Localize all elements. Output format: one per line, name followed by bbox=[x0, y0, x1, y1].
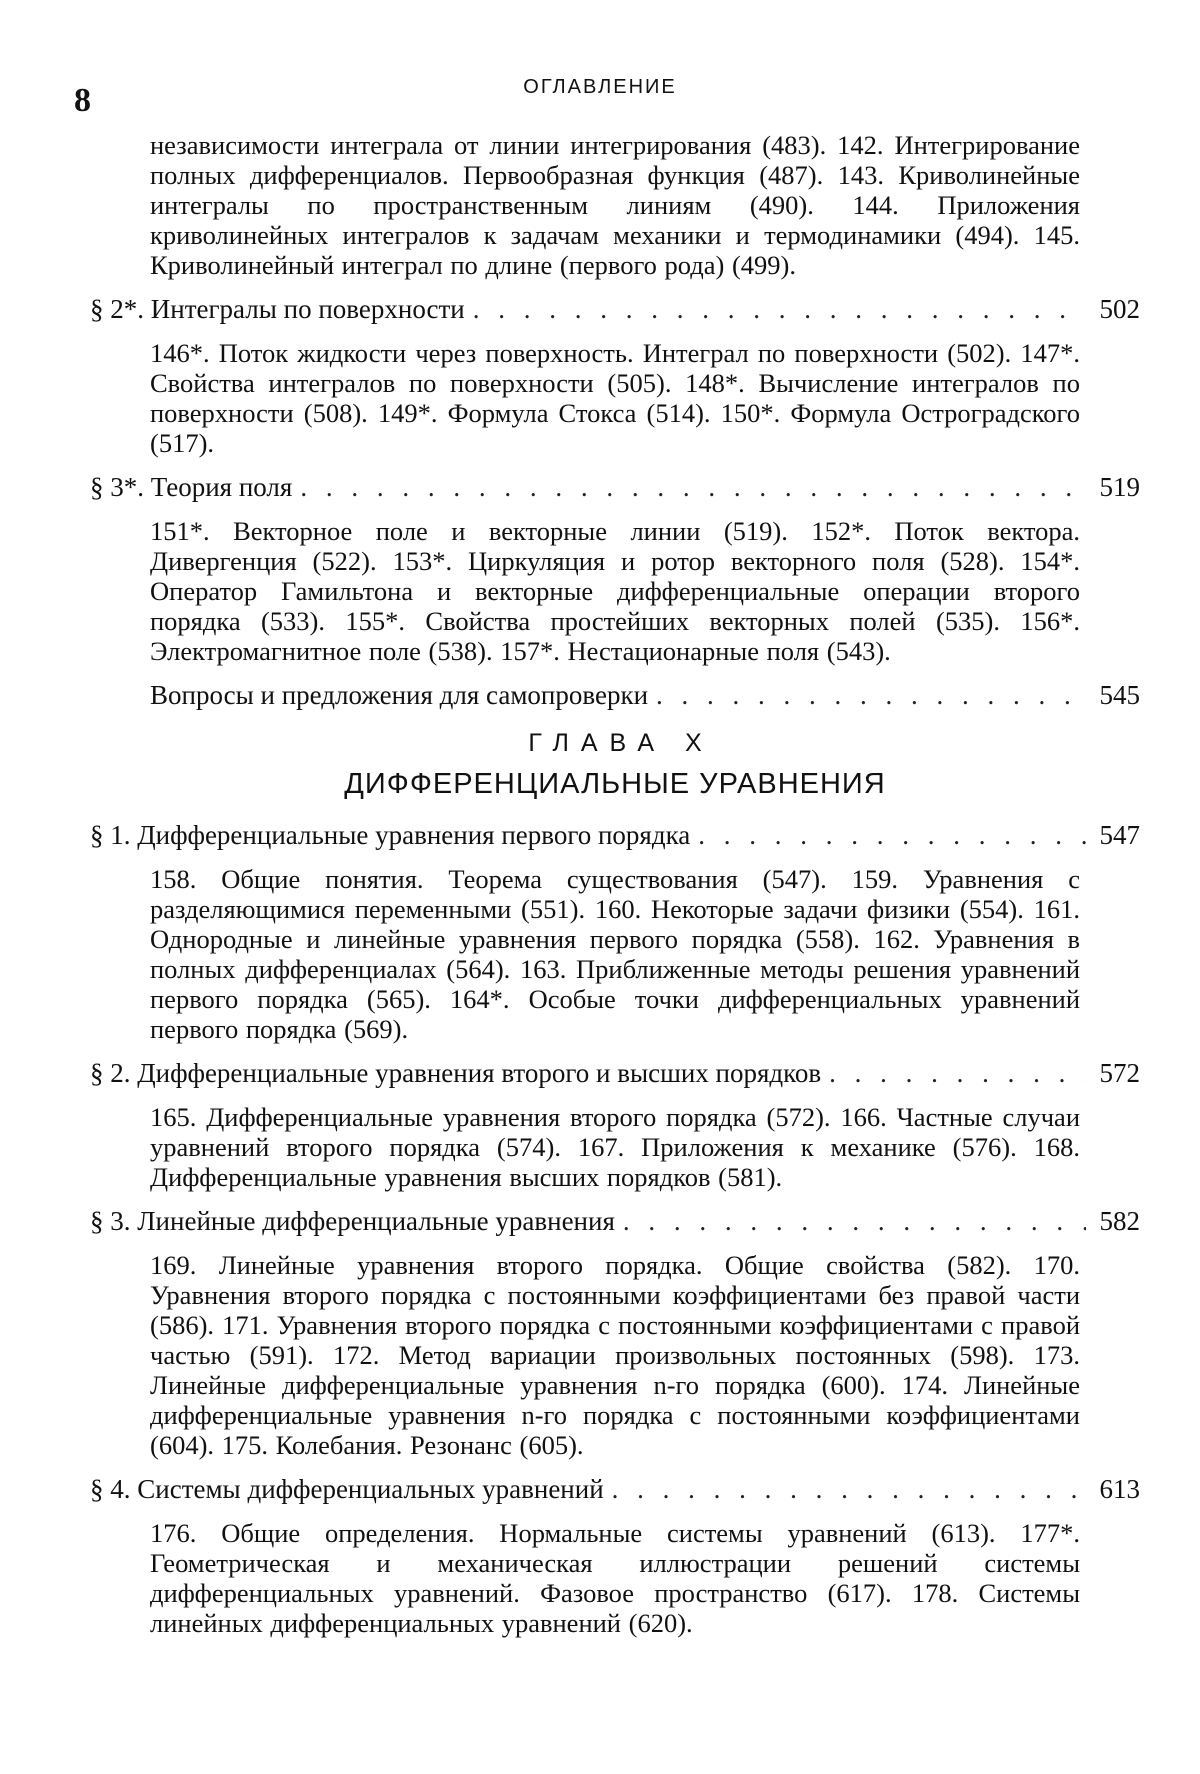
toc-entry-ch9-s2[interactable] bbox=[90, 292, 1140, 326]
toc-entry-description: 146*. Поток жидкости через поверхность. Интеграл по поверхности (502). 147*. Свойства интегралов по поверхности (505). 148*. Вычисление интегралов по поверхности (508). 149*. Формула Стокса (514). 150*. Формула Остроградского (517). bbox=[150, 338, 1080, 458]
running-head: ОГЛАВЛЕНИЕ bbox=[523, 76, 677, 98]
toc-entry-ch10-s2[interactable] bbox=[90, 1056, 1140, 1090]
toc-entry-title: § 2*. Интегралы по поверхности bbox=[90, 294, 465, 324]
toc-entry-title: § 4. Системы дифференциальных уравнений bbox=[90, 1474, 604, 1504]
toc-entry-title: § 3. Линейные дифференциальные уравнения bbox=[90, 1206, 615, 1236]
toc-entry-page: 519 bbox=[1099, 472, 1140, 502]
toc-entry-page: 545 bbox=[1099, 680, 1140, 710]
toc-entry-ch9-s3[interactable] bbox=[90, 470, 1140, 504]
toc-entry-description: 151*. Векторное поле и векторные линии (519). 152*. Поток вектора. Дивергенция (522). 153*. Циркуляция и ротор векторного поля (528). 154*. Оператор Гамильтона и векторные дифференциальные операции второго порядка (533). 155*. Свойства простейших векторных полей (535). 156*. Электромагнитное поле (538). 157*. Нестационарные поля (543). bbox=[150, 516, 1080, 666]
toc-entry-description: 165. Дифференциальные уравнения второго порядка (572). 166. Частные случаи уравнений второго порядка (574). 167. Приложения к механике (576). 168. Дифференциальные уравнения высших порядков (581). bbox=[150, 1102, 1080, 1192]
toc-entry-title: Вопросы и предложения для самопроверки bbox=[150, 680, 649, 710]
chapter-title: ДИФФЕРЕНЦИАЛЬНЫЕ УРАВНЕНИЯ bbox=[344, 768, 886, 800]
table-of-contents bbox=[90, 130, 1140, 1638]
toc-entry-description: 158. Общие понятия. Теорема существования (547). 159. Уравнения с разделяющимися переменными (551). 160. Некоторые задачи физики (554). 161. Однородные и линейные уравнения первого порядка (558). 162. Уравнения в полных дифференциалах (564). 163. Приближенные методы решения уравнений первого порядка (565). 164*. Особые точки дифференциальных уравнений первого порядка (569). bbox=[150, 864, 1080, 1044]
dot-leader bbox=[473, 292, 1086, 326]
toc-entry-ch10-s3[interactable] bbox=[90, 1204, 1140, 1238]
toc-entry-page: 572 bbox=[1099, 1058, 1140, 1088]
toc-entry-title: § 3*. Теория поля bbox=[90, 472, 293, 502]
toc-entry-ch10-s1[interactable] bbox=[90, 818, 1140, 852]
dot-leader bbox=[623, 1204, 1086, 1238]
dot-leader bbox=[612, 1472, 1086, 1506]
toc-entry-ch10-s4[interactable] bbox=[90, 1472, 1140, 1506]
dot-leader bbox=[698, 818, 1086, 852]
dot-leader bbox=[300, 470, 1086, 504]
intro-paragraph: независимости интеграла от линии интегрирования (483). 142. Интегрирование полных дифференциалов. Первообразная функция (487). 143. Криволинейные интегралы по пространственным линиям (490). 144. Приложения криволинейных интегралов к задачам механики и термодинамики (494). 145. Криволинейный интеграл по длине (первого рода) (499). bbox=[150, 130, 1080, 280]
toc-entry-description: 169. Линейные уравнения второго порядка. Общие свойства (582). 170. Уравнения второго порядка с постоянными коэффициентами без правой части (586). 171. Уравнения второго порядка с постоянными коэффициентами с правой частью (591). 172. Метод вариации произвольных постоянных (598). 173. Линейные дифференциальные уравнения n-го порядка (600). 174. Линейные дифференциальные уравнения n-го порядка с постоянными коэффициентами (604). 175. Колебания. Резонанс (605). bbox=[150, 1250, 1080, 1460]
page-number: 8 bbox=[74, 82, 91, 119]
toc-entry-page: 613 bbox=[1099, 1474, 1140, 1504]
toc-entry-description: 176. Общие определения. Нормальные системы уравнений (613). 177*. Геометрическая и механическая иллюстрации решений системы дифференциальных уравнений. Фазовое пространство (617). 178. Системы линейных дифференциальных уравнений (620). bbox=[150, 1518, 1080, 1638]
toc-entry-page: 502 bbox=[1099, 294, 1140, 324]
toc-entry-title: § 2. Дифференциальные уравнения второго и высших порядков bbox=[90, 1058, 822, 1088]
dot-leader bbox=[656, 678, 1086, 712]
toc-entry-self-check[interactable] bbox=[90, 678, 1140, 712]
chapter-label: ГЛАВА X bbox=[528, 729, 714, 757]
toc-entry-page: 547 bbox=[1099, 820, 1140, 850]
toc-entry-title: § 1. Дифференциальные уравнения первого порядка bbox=[90, 820, 691, 850]
toc-entry-page: 582 bbox=[1099, 1206, 1140, 1236]
dot-leader bbox=[829, 1056, 1086, 1090]
